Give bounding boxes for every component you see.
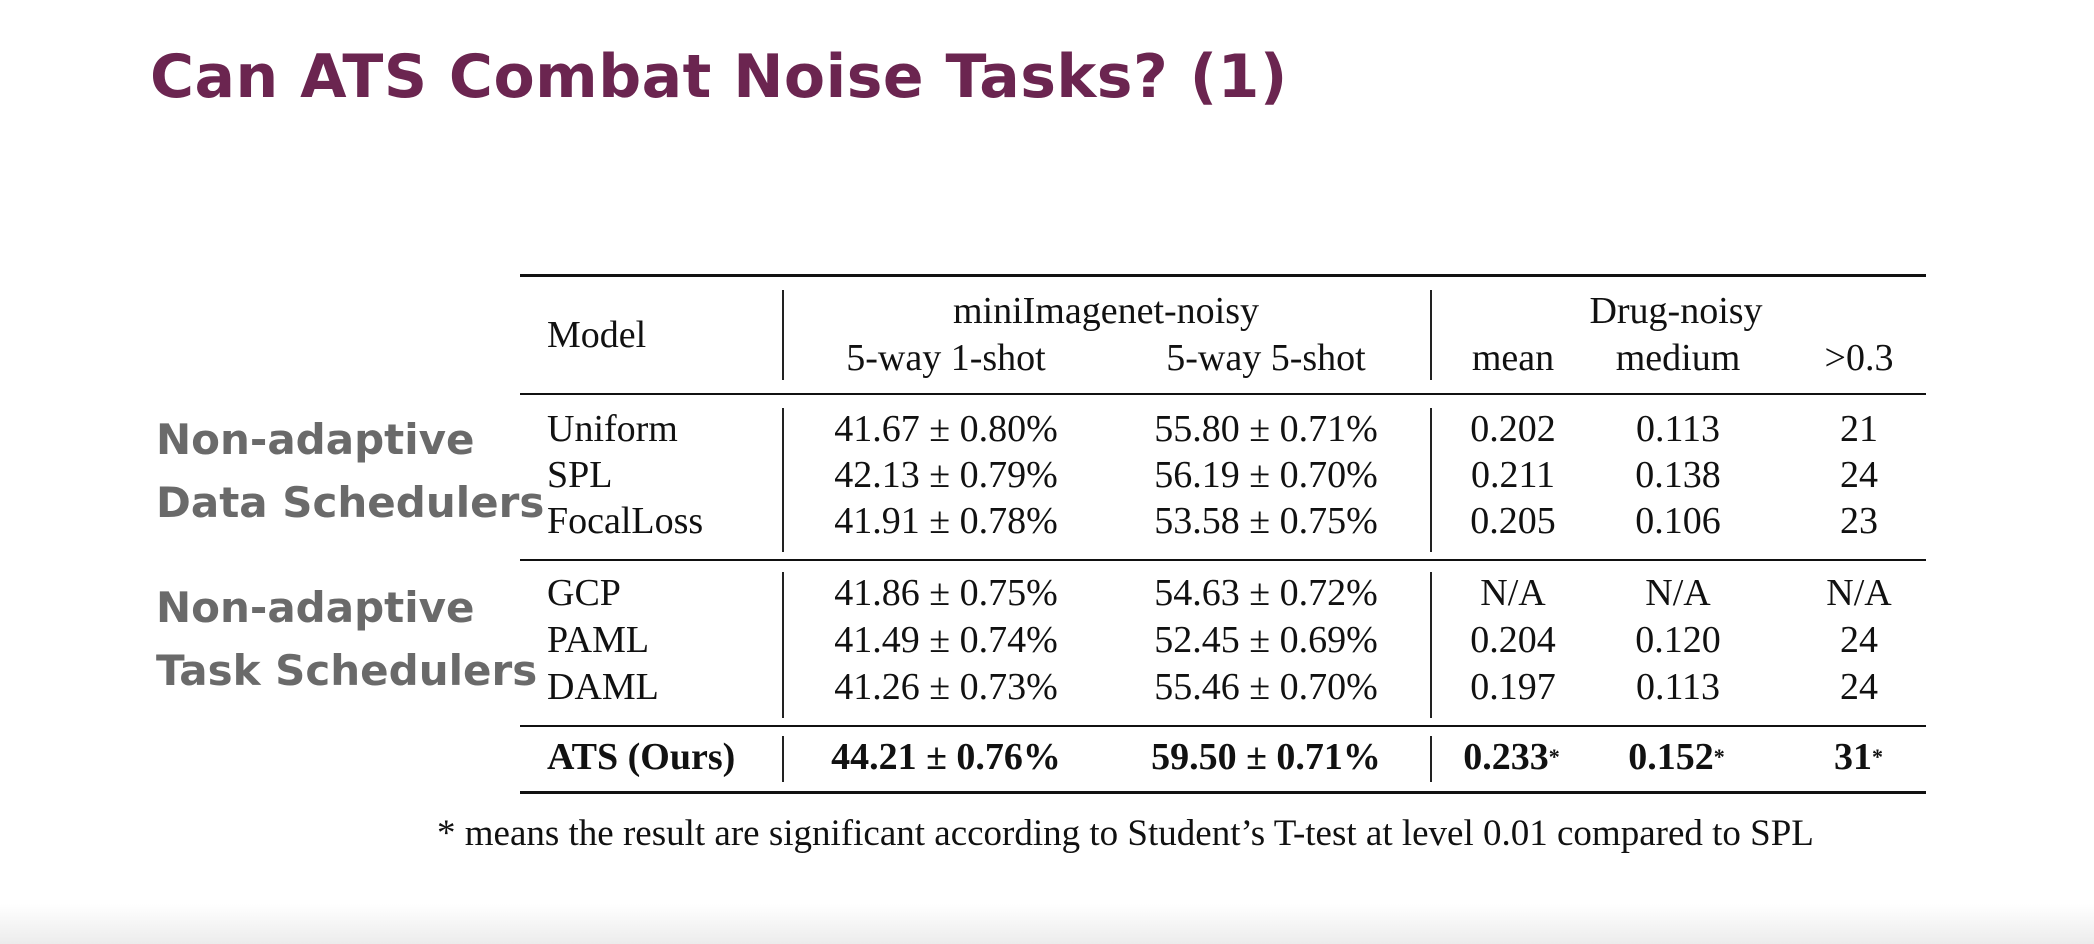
column-divider — [1430, 290, 1432, 380]
cell-5way-5shot: 52.45 ± 0.69% — [1154, 619, 1378, 661]
cell-5way-5shot: 56.19 ± 0.70% — [1154, 454, 1378, 496]
sub-header-medium: medium — [1615, 337, 1741, 379]
cell-5way-1shot: 41.91 ± 0.78% — [834, 500, 1058, 542]
model-name: GCP — [547, 572, 621, 614]
sub-header-mean: mean — [1471, 337, 1555, 379]
dataset-header-drug: Drug-noisy — [1589, 290, 1763, 332]
cell-5way-5shot: 55.80 ± 0.71% — [1154, 408, 1378, 450]
column-divider — [1430, 736, 1432, 782]
cell-5way-1shot: 41.26 ± 0.73% — [834, 666, 1058, 708]
table-top-rule — [520, 274, 1926, 277]
cell-value: 0.152 — [1628, 736, 1714, 778]
sub-header-gt-0-3: >0.3 — [1824, 337, 1894, 379]
cell-medium: 0.138 — [1635, 454, 1721, 496]
group-label-line: Task Schedulers — [156, 646, 538, 695]
slide-title: Can ATS Combat Noise Tasks? (1) — [150, 42, 1288, 112]
cell-mean: 0.205 — [1470, 500, 1556, 542]
group-label-data-schedulers — [156, 408, 544, 534]
bottom-shadow-bar — [0, 904, 2094, 944]
model-name: FocalLoss — [547, 500, 704, 542]
table-ours-rule — [520, 725, 1926, 727]
column-divider — [782, 572, 784, 718]
model-name: PAML — [547, 619, 650, 661]
model-name: DAML — [547, 666, 659, 708]
column-divider — [1430, 572, 1432, 718]
column-divider — [782, 736, 784, 782]
sub-header-5way-1shot: 5-way 1-shot — [846, 337, 1046, 379]
cell-medium: 0.113 — [1635, 666, 1721, 708]
cell-medium: 0.120 — [1635, 619, 1721, 661]
cell-gt-0-3: 24 — [1840, 454, 1878, 496]
cell-mean: N/A — [1480, 572, 1546, 614]
cell-mean — [1463, 734, 1560, 780]
cell-5way-5shot: 54.63 ± 0.72% — [1154, 572, 1378, 614]
table-bottom-rule — [520, 791, 1926, 794]
cell-medium — [1628, 734, 1725, 780]
cell-mean: 0.211 — [1470, 454, 1556, 496]
cell-5way-5shot: 55.46 ± 0.70% — [1154, 666, 1378, 708]
group-label-line: Data Schedulers — [156, 478, 545, 527]
cell-medium: 0.113 — [1635, 408, 1721, 450]
cell-mean: 0.197 — [1470, 666, 1556, 708]
footnote: * means the result are significant according to Student’s T-test at level 0.01 compared to SPL — [437, 813, 1814, 854]
cell-5way-1shot: 42.13 ± 0.79% — [834, 454, 1058, 496]
cell-5way-1shot: 41.49 ± 0.74% — [834, 619, 1058, 661]
cell-mean: 0.204 — [1470, 619, 1556, 661]
significance-mark: * — [1548, 744, 1560, 769]
group-label-task-schedulers — [156, 576, 537, 702]
cell-gt-0-3 — [1834, 734, 1883, 780]
cell-mean: 0.202 — [1470, 408, 1556, 450]
cell-5way-1shot: 41.86 ± 0.75% — [834, 572, 1058, 614]
model-column-header: Model — [547, 314, 647, 356]
dataset-header-miniimagenet: miniImagenet-noisy — [952, 290, 1260, 332]
model-name: ATS (Ours) — [547, 736, 736, 778]
model-name: Uniform — [547, 408, 678, 450]
cell-5way-5shot: 59.50 ± 0.71% — [1151, 736, 1381, 778]
significance-mark: * — [1713, 744, 1725, 769]
cell-gt-0-3: N/A — [1826, 572, 1892, 614]
cell-gt-0-3: 24 — [1840, 666, 1878, 708]
cell-gt-0-3: 21 — [1840, 408, 1878, 450]
group-label-line: Non-adaptive — [156, 415, 475, 464]
cell-value: 0.233 — [1463, 736, 1549, 778]
cell-value: 31 — [1834, 736, 1872, 778]
table-header-rule — [520, 393, 1926, 395]
sub-header-5way-5shot: 5-way 5-shot — [1166, 337, 1366, 379]
model-name: SPL — [547, 454, 613, 496]
cell-5way-5shot: 53.58 ± 0.75% — [1154, 500, 1378, 542]
cell-5way-1shot: 41.67 ± 0.80% — [834, 408, 1058, 450]
cell-gt-0-3: 23 — [1840, 500, 1878, 542]
cell-5way-1shot: 44.21 ± 0.76% — [831, 736, 1061, 778]
group-label-line: Non-adaptive — [156, 583, 475, 632]
cell-gt-0-3: 24 — [1840, 619, 1878, 661]
significance-mark: * — [1872, 744, 1883, 769]
column-divider — [1430, 408, 1432, 552]
cell-medium: N/A — [1645, 572, 1711, 614]
table-group-rule — [520, 559, 1926, 561]
cell-medium: 0.106 — [1635, 500, 1721, 542]
column-divider — [782, 408, 784, 552]
column-divider — [782, 290, 784, 380]
